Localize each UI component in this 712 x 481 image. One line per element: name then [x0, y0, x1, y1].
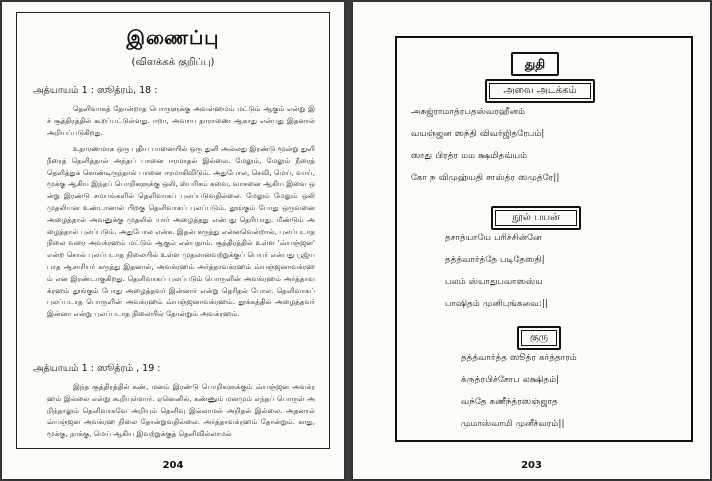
section-label-box-2 [491, 206, 581, 230]
section-label-1: அவை அடக்கம் [489, 83, 591, 99]
sutra-reference-19: அத்யாயம் 1 : ஸூத்ரம் , 19 : [33, 363, 161, 374]
section-label-box-3 [517, 326, 561, 350]
verse-line: தத்த்வார்த்தே படிதேஸதி| [445, 254, 545, 264]
right-page [353, 2, 710, 479]
verse-line: வயஞ்ஜன ஸந்தி விவர்ஜிதரேபம்| [411, 128, 545, 138]
page-subtitle: (விளக்கக் குறிப்பு) [131, 57, 215, 68]
verse-line: பலம் ஸ்யாதுபவாஸஸ்ய [445, 276, 543, 286]
verse-line: க்ருத்ரபிச்சோப லக்ஷிதம்| [461, 374, 560, 384]
paragraph-1-text: தெளிவாகத் தோன்றாத பொருளுக்கு அவள்ஹமம் மட்டும் ஆகும் என்று இச் சூத்திரத்தில் கூறப்பட்டுள்ளது. ஈறா, அவாய தாராணை ஆகாது என்பது இதனால் அறியப்படுகிறது. [47, 104, 315, 137]
paragraph-2 [47, 143, 315, 320]
left-page [2, 2, 344, 479]
sutra-reference-18: அத்யாயம் 1 : ஸூத்ரம், 18 : [33, 85, 158, 96]
page-number: 203 [521, 460, 542, 471]
verse-line: அசுஜ்ராமாத்ரபதஸ்வரஹீனம் [411, 106, 526, 116]
verse-line: கோ ந விமுஹ்யதி சாஸ்த்ர ஸமுத்ரே|| [411, 172, 560, 182]
verse-line: தசாத்யாயே பரிச்சின்னே [445, 232, 542, 242]
paragraph-1 [47, 103, 315, 138]
left-page-border [16, 12, 330, 449]
verse-line: தத்த்வார்த்த ஸூத்ர கர்த்தாரம் [461, 352, 577, 362]
section-label-box-1 [485, 79, 595, 103]
section-label-2: நூல் பயன் [495, 210, 577, 226]
verse-line: முமாஸ்வாமி முனீச்வரம்|| [461, 418, 565, 428]
verse-line: பாஷிதம் முனிபுங்கவை:|| [445, 298, 549, 308]
section-heading: துதி [524, 57, 546, 71]
paragraph-2-text: உதாரணமாக ஒரு புதிய பானையில் ஒரு துளி அல்லது இரண்டு மூன்று துளி நீரைத் தெளித்தால் அந்தப் பானை ஈரமாதல் இல்லை. மேலும், மேலும் நீரைத் தெளித்துக் கொண்டிருந்தால் பானை ஈரமாகிவிடும். அதுபோல, செவி, மெய், வாய், மூக்கு ஆகிய இந்தப் பொறிகளுக்கு ஒலி, ஸ்பரிசம் சுவை, வாசனை ஆகிய இவை ஒன்று இரண்டு சமயங்களில் தெளிவாகப் புலப்படுவதில்லை. மேலும் மேலும் ஒலி முதலியன உண்டானால் பிறகு தெளிவாகப் புலப்படும். தூங்கும் போது ஒருவனை அழைத்தால் அவனுக்கு முதலில் யார் அழைத்தது என்பது தெரியாது. மீண்டும் அழைத்தால் புலப்படும். அதுபோல என்க. இதன் கருத்து என்னவென்றால், புலப்படாத நிலை வரை அவக்ரஹம் மட்டும் ஆகும் என்பதாம். சூத்திரத்தில் உள்ள 'வ்யஞ்ஜன' என்ற சொல் புலப்படாத நிலையில் உள்ள முதலானவற்றுக்குப் பெயர் என்பது பூஜ்யபாத ஆசாரியர் கருத்து இதனால், அவக்ரஹம் அர்த்தாவக்ரஹம் வ்யஞ்ஜனாவக்ரஹம் என இரண்டாகுகிறது. தெளிவாகப் புலப்படும் பொருளின் அவக்ரஹம் அர்த்தாவக்ரஹம் தூங்கும் போது அழைத்தவர் இன்னார் என்று தெரிதல் போல. தெளிவாகப் புலப்படாத பொருளின் அவக்ரஹம் வ்யஞ்ஜனாவக்ரஹம். தூக்கத்தில் அழைத்தவர் இன்னா என்று புலப்படாத நிலையில் தோன்றும் அவக்ரஹம். [47, 144, 315, 319]
verse-line: வந்தே கணீந்த்ரஸஞ்ஜாத [461, 396, 558, 406]
page-number: 204 [162, 460, 184, 471]
paragraph-3 [47, 381, 315, 440]
paragraph-3-text: இந்த சூத்திரத்தில் கண், மனம் இரண்டு பொறிகளுக்கும் வ்யஞ்ஜன அவக்ரஹம் இல்லை என்று கூறியுள்ளார். ஏனெனில், கண்ணும் மனமும் எந்தப் பொருள் அறிந்தாலும் தெளிவாகவே அறியும் தெளிவு இல்லாமல் அறிதல் இல்லை. அதனால் வ்யஞ்ஜன அவக்ரஹ நிலை தோன்றுவதில்லை. அர்த்தாவக்ரஹம் தோன்றும். காது, மூக்கு, நாக்கு, மெய் ஆகிய இவற்றுக்குத் தெளிவில்லாமல் [47, 382, 315, 439]
page-title: இணைப்பு [126, 27, 220, 49]
section-label-3: குரு [521, 330, 557, 346]
verse-line: ஸாது பிரத்ர மம க்ஷமிதவ்யம் [411, 150, 528, 160]
